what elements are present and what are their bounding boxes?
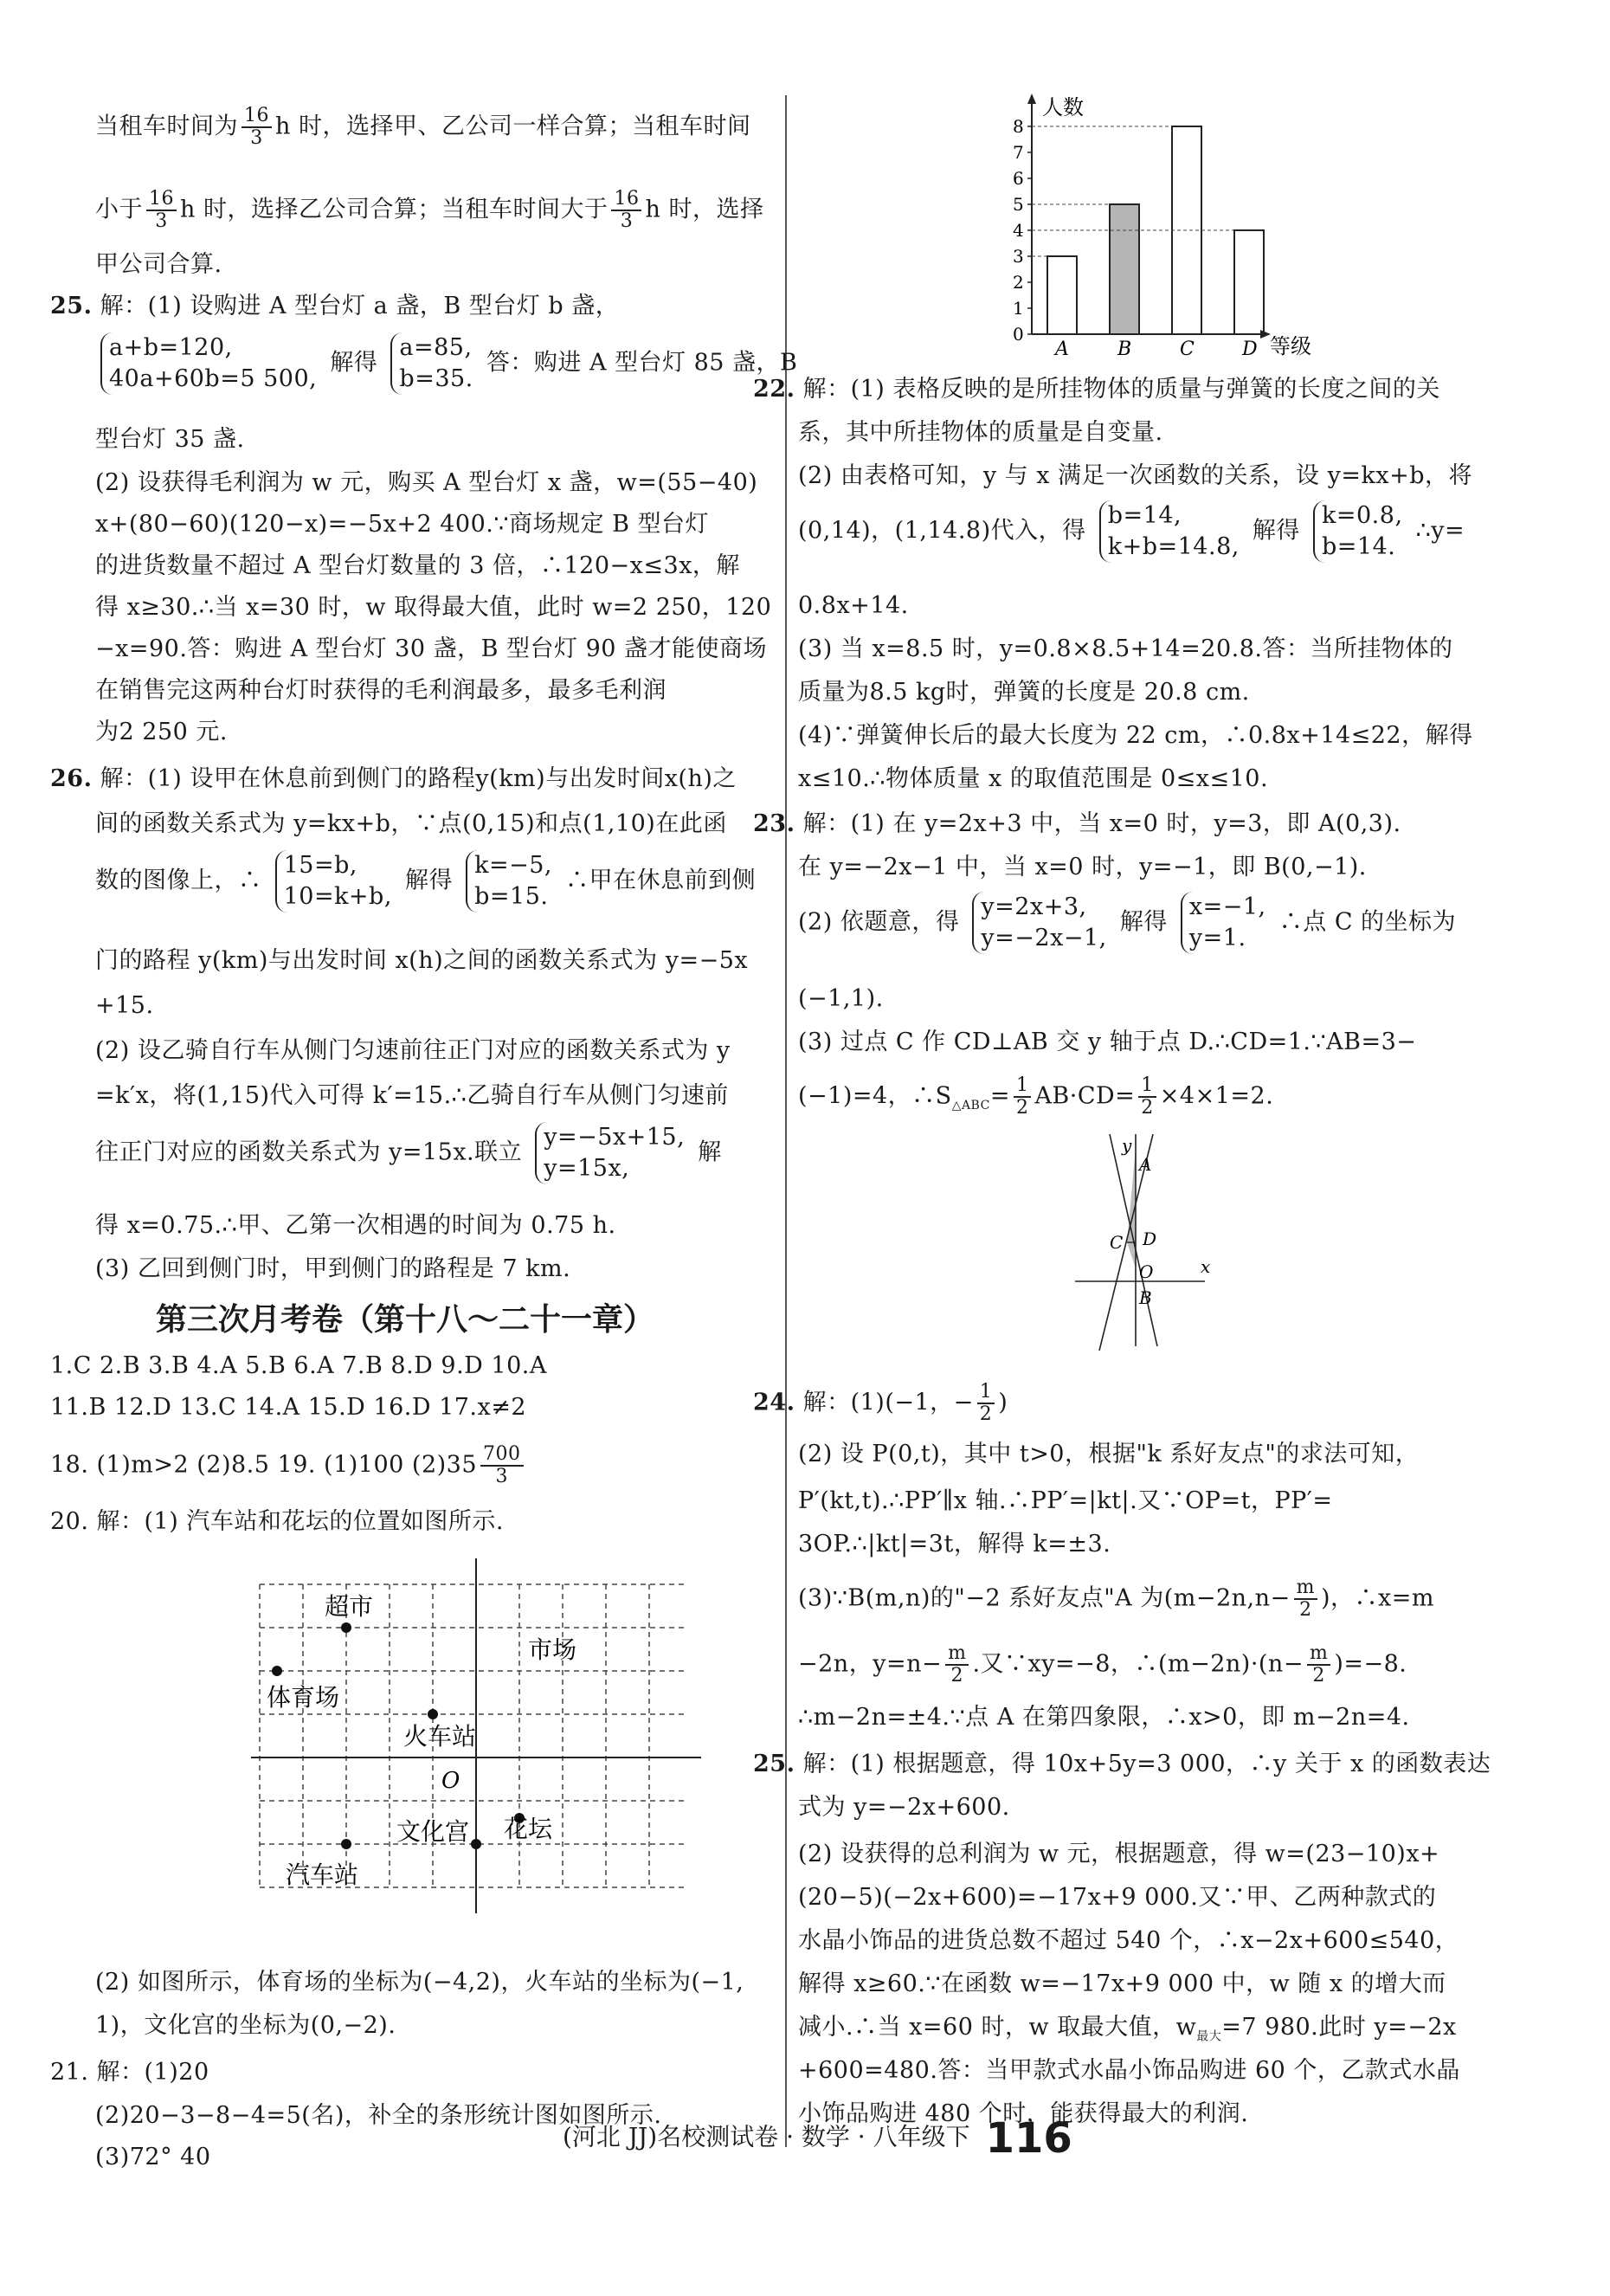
label-qichezhan: 汽车站 [286,1861,359,1889]
label-wenhuagong: 文化宫 [396,1817,470,1846]
text-line: ∴m−2n=±4.∵点 A 在第四象限，∴x>0，即 m−2n=4. [798,1704,1410,1731]
text-line: −2n，y=n− $\frac{m}{2}$ .又∵xy=−8，∴(m−2n)·(n− $\frac{m}{2}$ )=−8. [798,1642,1407,1687]
fraction: $\frac{m}{2}$ [1307,1643,1330,1687]
equation-line: a+b=120, 40a+60b=5 500, 解得 a=85, b=35. 答：购进 A 型台灯 85 盏，B [95,332,797,395]
text-line: (3) 过点 C 作 CD⊥AB 交 y 轴于点 D.∴CD=1.∵AB=3− [798,1029,1417,1055]
text-line: 系，其中所挂物体的质量是自变量. [798,419,1163,446]
label-y: y [1122,1135,1132,1156]
text-line: (4)∵弹簧伸长后的最大长度为 22 cm，∴0.8x+14≤22，解得 [798,722,1473,749]
question-20: 20. 解：(1) 汽车站和花坛的位置如图所示. [50,1508,504,1535]
text-line: x+(80−60)(120−x)=−5x+2 400.∵商场规定 B 型台灯 [95,511,710,538]
point-wenhuagong [471,1839,481,1849]
text-line: (3)∵B(m,n)的"−2 系好友点"A 为(m−2n,n− $\frac{m}{2}$ )，∴x=m [798,1577,1435,1621]
text-line: (3)72° 40 [95,2144,211,2170]
text-line: 甲公司合算. [95,251,222,278]
text-line: +15. [95,992,154,1019]
page-number: 116 [985,2114,1072,2163]
question-21: 21. 解：(1)20 [50,2059,209,2086]
equation-system: b=14, k+b=14.8, [1099,500,1240,563]
text-line: 1)，文化宫的坐标为(0,−2). [95,2012,396,2039]
text-line: 为2 250 元. [95,719,228,745]
point-chaoshi [341,1622,351,1633]
text-line: (2) 设乙骑自行车从侧门匀速前往正门对应的函数关系式为 y [95,1037,731,1064]
bar-D [1234,230,1264,334]
text-line: 小饰品购进 480 个时，能获得最大的利润. [798,2100,1249,2127]
question-24: 24. 解：(1)(−1，− $\frac{1}{2}$ ) [753,1381,1008,1425]
equation-system: a=85, b=35. [390,332,473,395]
text-line: (3) 当 x=8.5 时，y=0.8×8.5+14=20.8.答：当所挂物体的 [798,635,1453,662]
text-line: (−1)=4，$\therefore S_{\triangle ABC}=$ $\frac{1}{2}$ AB·CD= $\frac{1}{2}$ ×4×1=2. [798,1074,1274,1119]
equation-system: a+b=120, 40a+60b=5 500, [100,332,317,395]
point-qichezhan [341,1839,351,1849]
y-axis-arrow [1027,94,1036,104]
text-line: 质量为8.5 kg时，弹簧的长度是 20.8 cm. [798,679,1250,706]
text-line: (2) 如图所示，体育场的坐标为(−4,2)，火车站的坐标为(−1, [95,1969,744,1996]
equation-line: 数的图像上，∴ 15=b, 10=k+b, 解得 k=−5, b=15. ∴甲在休息前到侧 [95,850,756,913]
y-tick-label: 2 [1013,272,1024,293]
fraction: $\frac{16}{3}$ [146,189,177,232]
y-tick-label: 1 [1013,298,1024,319]
equation-system: y=2x+3, y=−2x−1, [972,892,1106,954]
text-line: 门的路程 y(km)与出发时间 x(h)之间的函数关系式为 y=−5x [95,947,749,974]
text-line: 得 x≥30.∴当 x=30 时，w 取得最大值，此时 w=2 250，120 [95,594,772,621]
question-25: 25. 解：(1) 设购进 A 型台灯 a 盏，B 型台灯 b 盏， [50,293,620,319]
text-line: =k′x，将(1,15)代入可得 k′=15.∴乙骑自行车从侧门匀速前 [95,1082,729,1109]
label-c: C [1110,1232,1124,1253]
fraction: $\frac{m}{2}$ [1294,1577,1317,1621]
answer-line: 18. (1)m>2 (2)8.5 19. (1)100 (2)35 $\frac{700}{3}$ [50,1444,527,1487]
text-line: 间的函数关系式为 y=kx+b，∵点(0,15)和点(1,10)在此函 [95,810,727,837]
label-huatan: 花坛 [504,1815,553,1843]
question-23: 23. 解：(1) 在 y=2x+3 中，当 x=0 时，y=3，即 A(0,3). [753,810,1401,837]
y-tick-label: 4 [1013,220,1024,241]
bar-A [1047,256,1077,334]
page-footer [563,2114,1072,2163]
text-line: (2)20−3−8−4=5(名)，补全的条形统计图如图所示. [95,2102,662,2129]
label-huochezhan: 火车站 [403,1722,477,1751]
text-line: 得 x=0.75.∴甲、乙第一次相遇的时间为 0.75 h. [95,1212,616,1239]
label-chaoshi: 超市 [325,1592,374,1621]
answer-line: 11.B 12.D 13.C 14.A 15.D 16.D 17.x≠2 [50,1394,527,1421]
y-tick-label: 3 [1013,246,1024,267]
x-tick-label: D [1242,339,1258,360]
fraction: $\frac{1}{2}$ [1014,1075,1032,1119]
y-tick-label: 0 [1013,324,1024,345]
section-heading: 第三次月考卷（第十八～二十一章） [156,1302,655,1338]
equation-system: k=−5, b=15. [466,850,552,913]
equation-system: 15=b, 10=k+b, [275,850,392,913]
fraction: $\frac{700}{3}$ [480,1444,524,1487]
label-origin: O [441,1768,460,1794]
equation-system: k=0.8, b=14. [1313,500,1403,563]
equation-line: (2) 依题意，得 y=2x+3, y=−2x−1, 解得 x=−1, y=1. ∴点 C 的坐标为 [798,892,1456,954]
text-line: 式为 y=−2x+600. [798,1794,1010,1821]
label-tiyuchang: 体育场 [267,1683,340,1712]
x-tick-label: C [1180,339,1195,360]
text-line: 3OP.∴|kt|=3t，解得 k=±3. [798,1531,1111,1558]
fraction: $\frac{m}{2}$ [945,1643,969,1687]
text-line: 水晶小饰品的进货总数不超过 540 个，∴x−2x+600≤540， [798,1927,1459,1954]
text-line: +600=480.答：当甲款式水晶小饰品购进 60 个，乙款式水晶 [798,2057,1460,2084]
text-line: (−1,1). [798,985,884,1012]
location-map [251,1550,736,1931]
x-tick-label: B [1117,339,1132,360]
fraction: $\frac{1}{2}$ [977,1382,995,1425]
y-tick-label: 6 [1013,168,1024,189]
label-shichang: 市场 [528,1635,577,1664]
question-22: 22. 解：(1) 表格反映的是所挂物体的质量与弹簧的长度之间的关 [753,376,1440,403]
label-b: B [1139,1287,1152,1308]
question-26: 26. 解：(1) 设甲在休息前到侧门的路程y(km)与出发时间x(h)之 [50,765,737,792]
text-line: 解得 x≥60.∵在函数 w=−17x+9 000 中，w 随 x 的增大而 [798,1970,1446,1997]
text-line: (2) 由表格可知，y 与 x 满足一次函数的关系，设 y=kx+b，将 [798,462,1473,489]
point-huochezhan [428,1709,438,1719]
text-line: 在 y=−2x−1 中，当 x=0 时，y=−1，即 B(0,−1). [798,854,1367,880]
fraction: $\frac{16}{3}$ [242,106,272,149]
answer-line: 1.C 2.B 3.B 4.A 5.B 6.A 7.B 8.D 9.D 10.A [50,1352,547,1379]
bar-chart [1006,92,1335,360]
line-graph [1075,1134,1214,1351]
x-tick-label: A [1055,339,1069,360]
text-line: (3) 乙回到侧门时，甲到侧门的路程是 7 km. [95,1255,571,1282]
text-line: (2) 设获得的总利润为 w 元，根据题意，得 w=(23−10)x+ [798,1841,1440,1867]
text-line: 0.8x+14. [798,592,909,619]
text-line: P′(kt,t).∴PP′∥x 轴.∴PP′=|kt|.又∵OP=t，PP′= [798,1487,1333,1514]
equation-line: (0,14)，(1,14.8)代入，得 b=14, k+b=14.8, 解得 k=0.8, b=14. ∴y= [798,500,1465,563]
text-line: −x=90.答：购进 A 型台灯 30 盏，B 型台灯 90 盏才能使商场 [95,635,768,662]
label-o: O [1139,1261,1154,1282]
text-line: 的进货数量不超过 A 型台灯数量的 3 倍，∴120−x≤3x，解 [95,552,740,579]
text-line: 在销售完这两种台灯时获得的毛利润最多，最多毛利润 [95,677,667,704]
question-25-right: 25. 解：(1) 根据题意，得 10x+5y=3 000，∴y 关于 x 的函数表达 [753,1751,1491,1777]
label-x: x [1201,1256,1211,1277]
text-line: 当租车时间为 $\frac{16}{3}$ h 时，选择甲、乙公司一样合算；当租车时间 [95,105,751,149]
text-line: (2) 设 P(0,t)，其中 t>0，根据"k 系好友点"的求法可知， [798,1441,1420,1467]
y-tick-label: 8 [1013,116,1024,137]
text-line: (2) 设获得毛利润为 w 元，购买 A 型台灯 x 盏，w=(55−40) [95,469,758,496]
label-d: D [1143,1229,1157,1249]
chart-xlabel: 等级 [1270,334,1311,358]
y-tick-label: 5 [1013,194,1024,215]
equation-system: y=−5x+15, y=15x, [535,1122,685,1184]
text-line: x≤10.∴物体质量 x 的取值范围是 0≤x≤10. [798,765,1269,792]
text-line: 小于 $\frac{16}{3}$ h 时，选择乙公司合算；当租车时间大于 $\frac{16}{3}$ h 时，选择 [95,188,764,232]
equation-system: x=−1, y=1. [1181,892,1266,954]
chart-ylabel: 人数 [1042,95,1084,119]
label-a: A [1139,1154,1152,1175]
equation-line: 往正门对应的函数关系式为 y=15x.联立 y=−5x+15, y=15x, 解 [95,1122,722,1184]
text-line: 型台灯 35 盏. [95,426,245,453]
fraction: $\frac{16}{3}$ [611,189,641,232]
text-line: (20−5)(−2x+600)=−17x+9 000.又∵甲、乙两种款式的 [798,1884,1437,1911]
y-tick-label: 7 [1013,142,1024,163]
bar-B [1110,204,1139,334]
fraction: $\frac{1}{2}$ [1138,1075,1156,1119]
point-tiyuchang [272,1666,282,1676]
text-line: 减小.∴当 x=60 时，w 取最大值，$w_{最大}=7$ 980.此时 y=−2x [798,2014,1457,2044]
footer-text: (河北 JJ)名校测试卷 · 数学 · 八年级下 [563,2122,970,2151]
